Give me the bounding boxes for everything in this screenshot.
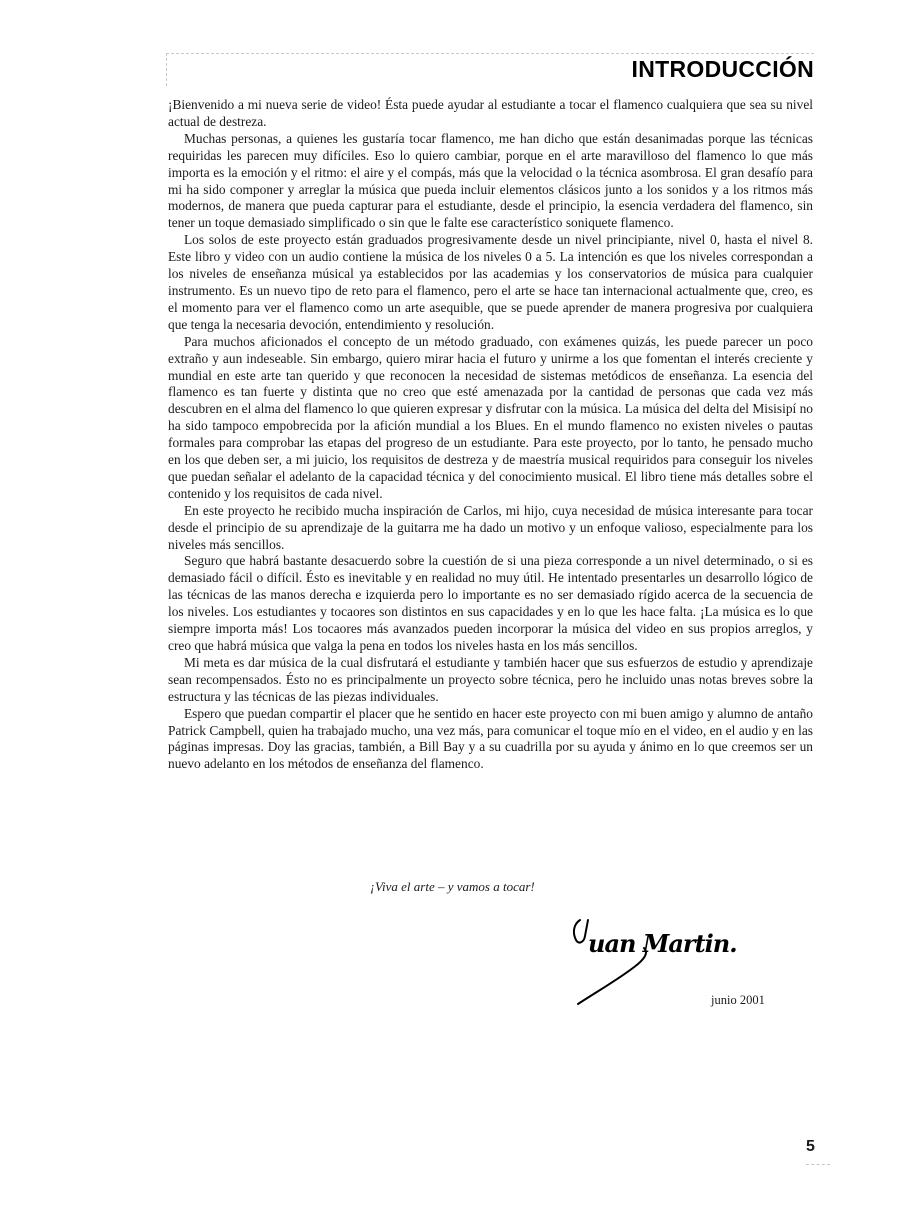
paragraph-graded-method: Para muchos aficionados el concepto de un método graduado, con exámenes quizás, les puede parecer un poco extraño y aun indeseable. Sin embargo, quiero mirar hacia el futuro y unirme a los que fomentan el interés creciente y mundial en este arte tan querido y que reconocen la necesidad de sistemas metódicos de enseñanza. La esencia del flamenco es tan fuerte y distinta que no creo que esté amenazada por la cantidad de personas que cada vez más descubren en el alma del flamenco lo que quieren expresar y disfrutar con la música. La música del delta del Misisipí no ha sido tampoco empobrecida por la afición mundial a los Blues. En el mundo flamenco no existen niveles o pautas formales para comprobar las etapas del progreso de un estudiante. Para este proyecto, por lo tanto, he pensado mucho en los que deben ser, a mi juicio, los requisitos de destreza y de maestría musical requiridos para conseguir los niveles que puedan señalar el adelanto de la capacidad técnica y del conocimiento musical. El libro tiene más detalles sobre el contenido y los requisitos de cada nivel.: [168, 333, 813, 501]
paragraph-difficulty: Muchas personas, a quienes les gustaría tocar flamenco, me han dicho que están desanimadas porque las técnicas requiridas les parecen muy difíciles. Eso lo quiero cambiar, porque en el arte maravilloso del flamenco lo que más importa es la emoción y el ritmo: el aire y el compás, más que la velocidad o la técnica asombrosa. El gran desafío para mi ha sido componer y arreglar la música que pueda incluir elementos clásicos junto a los sonidos y a los ritmos más modernos, de manera que pueda capturar para el estudiante, desde el principio, la esencia verdadera del flamenco, sin tener un toque demasiado simplificado o sin que le falte ese característico soniquete flamenco.: [168, 130, 813, 231]
page-number-rule: [806, 1164, 830, 1165]
body-text: [168, 97, 813, 773]
paragraph-goal: Mi meta es dar música de la cual disfrutará el estudiante y también hacer que sus esfuerzos de estudio y aprendizaje sean recompensados. Ésto no es principalmente un proyecto sobre técnica, pero he incluido unas notas breves sobre la estructura y las técnicas de las piezas individuales.: [168, 654, 813, 704]
paragraph-thanks: Espero que puedan compartir el placer que he sentido en hacer este proyecto con mi buen amigo y alumno de antaño Patrick Campbell, quien ha trabajado mucho, una vez más, para comunicar el toque mío en el video, en el audio y en las páginas impresas. Doy las gracias, también, a Bill Bay y a su cuadrilla por su ayuda y ánimo en lo que creemos ser un nuevo adelanto en los métodos de enseñanza del flamenco.: [168, 705, 813, 772]
page-title: INTRODUCCIÓN: [631, 56, 814, 82]
paragraph-levels: Los solos de este proyecto están graduados progresivamente desde un nivel principiante, nivel 0, hasta el nivel 8. Este libro y video con un audio contiene la música de los niveles 0 a 5. La intención es que los niveles correspondan a los niveles de enseñanza músical ya establecidos por las academias y los conservatorios de música para cualquier instrumento. Es un nuevo tipo de reto para el flamenco, pero el arte se hace tan internacional actualmente que, creo, es el momento para ver el flamenco como un arte asequible, que se puede aprender de manera progresiva por cualquiera que tenga la necesaria devoción, entendimiento y resolución.: [168, 232, 813, 332]
paragraph-disagreement: Seguro que habrá bastante desacuerdo sobre la cuestión de si una pieza corresponde a un nivel determinado, o si es demasiado fácil o difícil. Ésto es inevitable y en realidad no muy útil. He intentado presentarles un desarrollo lógico de las técnicas de las manos derecha e izquierda pero lo importante es no ser demasiado rígido acerca de la secuencia de los niveles. Los estudiantes y tocaores son distintos en sus capacidades y en lo que les hace falta. ¡La música es lo que siempre importa más! Los tocaores más avanzados pueden incorporar la música del video en sus propios arreglos, y creo que habrá música que valga la pena en todos los niveles hasta en los más sencillos.: [168, 553, 813, 653]
signature-image: [566, 912, 737, 1012]
date: junio 2001: [711, 993, 765, 1007]
closing-motto: ¡Viva el arte – y vamos a tocar!: [370, 879, 535, 894]
signature-text: uan Martin.: [588, 929, 737, 958]
paragraph-welcome: ¡Bienvenido a mi nueva serie de video! Ésta puede ayudar al estudiante a tocar el flamenco cualquiera que sea su nivel actual de destreza.: [168, 97, 813, 129]
title-frame: [166, 53, 814, 86]
signature-j-hook: [574, 920, 588, 943]
paragraph-inspiration: En este proyecto he recibido mucha inspiración de Carlos, mi hijo, cuya necesidad de música interesante para tocar desde el principio de su aprendizaje de la guitarra me ha dado un motivo y un enfoque valioso, especialmente para los niveles más sencillos.: [168, 502, 813, 552]
page-number: 5: [806, 1138, 815, 1155]
